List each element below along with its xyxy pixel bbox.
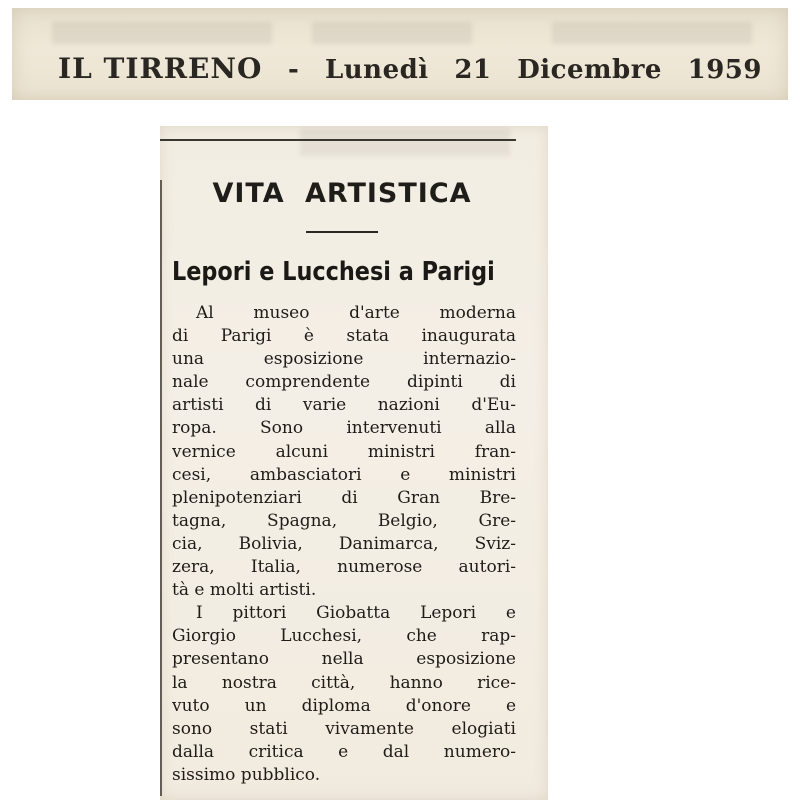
article-line: tà e molti artisti.: [172, 580, 317, 601]
article-line: dalla critica e dal numero-: [172, 741, 516, 762]
bleed-through-text: [552, 22, 752, 44]
article-line: plenipotenziari di Gran Bre-: [172, 487, 516, 508]
bleed-through-text: [300, 128, 510, 156]
article-line: Giorgio Lucchesi, che rap-: [172, 626, 516, 647]
article-line: artisti di varie nazioni d'Eu-: [172, 395, 516, 416]
article-line: ropa. Sono intervenuti alla: [172, 418, 516, 439]
article-line: una esposizione internazio-: [172, 349, 516, 370]
article-line: cesi, ambasciatori e ministri: [172, 464, 516, 485]
date-year: 1959: [687, 55, 762, 85]
top-column-rule: [160, 139, 516, 141]
article-line: vernice alcuni ministri fran-: [172, 441, 516, 462]
article-line: cia, Bolivia, Danimarca, Sviz-: [172, 533, 516, 554]
bleed-through-text: [312, 22, 472, 44]
article-line: presentano nella esposizione: [172, 649, 516, 670]
article-line: Al museo d'arte moderna: [196, 303, 516, 323]
date-day: 21: [454, 55, 492, 85]
article-line: vuto un diploma d'onore e: [172, 695, 516, 716]
date-month: Dicembre: [517, 55, 662, 85]
left-column-rule: [160, 180, 162, 796]
article-line: I pittori Giobatta Lepori e: [196, 603, 516, 624]
article-line: di Parigi è stata inaugurata: [172, 326, 516, 347]
masthead: [58, 52, 762, 85]
masthead-separator: -: [288, 55, 300, 85]
article-headline: Lepori e Lucchesi a Parigi: [172, 257, 495, 287]
bleed-through-text: [52, 22, 272, 44]
article-line: sissimo pubblico.: [172, 764, 321, 785]
article-body: [172, 302, 516, 787]
section-title: VITA ARTISTICA: [212, 178, 472, 209]
article-line: sono stati vivamente elogiati: [172, 718, 516, 739]
section-divider: [306, 231, 378, 233]
article-line: tagna, Spagna, Belgio, Gre-: [172, 510, 516, 531]
article-line: la nostra città, hanno rice-: [172, 672, 516, 693]
article-line: zera, Italia, numerose autori-: [172, 557, 516, 578]
date-weekday: Lunedì: [324, 55, 429, 85]
newspaper-name: IL TIRRENO: [58, 52, 263, 85]
article-line: nale comprendente dipinti di: [172, 372, 516, 393]
